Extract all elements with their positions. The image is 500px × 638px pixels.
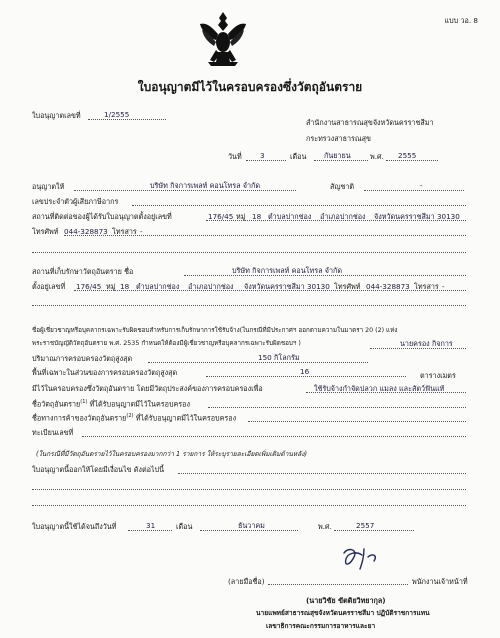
date-year-label: พ.ศ. — [370, 152, 384, 161]
storage-phone-label: โทรศัพท์ — [334, 282, 361, 291]
date-day-label: วันที่ — [228, 152, 242, 161]
signature-label: (ลายมือชื่อ) — [228, 577, 265, 586]
valid-month-label: เดือน — [176, 522, 193, 531]
officer-position-line1: นายแพทย์สาธารณสุขจังหวัดนครราชสีมา ปฏิบัติราชการแทน — [256, 609, 430, 617]
valid-day: 31 — [146, 521, 156, 530]
moo-label: หมู่ — [236, 212, 246, 221]
valid-year: 2557 — [356, 521, 375, 530]
phone-label: โทรศัพท์ — [32, 227, 59, 236]
storage-label: สถานที่เก็บรักษาวัตถุอันตราย ชื่อ — [32, 267, 134, 276]
storage-phone: 044-328873 — [366, 282, 410, 291]
valid-month: ธันวาคม — [238, 521, 265, 530]
nationality: - — [420, 181, 423, 190]
address-no: 176/45 — [208, 212, 234, 221]
storage-moo: 18 — [120, 282, 130, 291]
tambon: ตำบลปากช่อง — [268, 212, 312, 221]
form-code: แบบ วอ. 8 — [444, 16, 478, 25]
area-label: พื้นที่เฉพาะในส่วนของการครอบครองวัตถุสูงสุด — [32, 368, 178, 377]
storage-fax: - — [442, 282, 445, 291]
license-no: 1/2555 — [104, 110, 130, 119]
fax-label: โทรสาร — [112, 227, 137, 236]
phone: 044-328873 — [64, 227, 108, 236]
storage-amphoe: อำเภอปากช่อง — [188, 282, 234, 291]
purpose: ใช้รับจ้างกำจัดปลวก แมลง และสัตว์ฟันแท้ — [314, 384, 445, 393]
office-line2: กระทรวงสาธารณสุข — [306, 134, 371, 143]
grantee-label: อนุญาตให้ — [32, 182, 65, 191]
multi-item-note: (ในกรณีที่มีวัตถุอันตรายไว้ในครอบครองมากกว่า 1 รายการ ให้ระบุรายละเอียดเพิ่มเติมด้านหลัง) — [36, 450, 308, 458]
nationality-label: สัญชาติ — [330, 182, 355, 191]
office-line1: สำนักงานสาธารณสุขจังหวัดนครราชสีมา — [306, 118, 434, 127]
qty: 150 กิโลกรัม — [258, 353, 300, 362]
address-label: สถานที่ติดต่อของผู้ได้รับใบอนุญาตตั้งอยู่เลขที่ — [32, 212, 172, 221]
license-no-label: ใบอนุญาตเลขที่ — [32, 111, 81, 120]
date-day: 3 — [260, 151, 265, 160]
hazardous-substance-label: ชื่อวัตถุอันตราย$^{(1)}$ ที่ได้รับอนุญาตมีไว้ในครอบครอง — [32, 399, 190, 409]
officer-label: พนักงานเจ้าหน้าที่ — [412, 577, 468, 586]
trade-name-label: ชื่อทางการค้าของวัตถุอันตราย$^{(2)}$ ที่ได้รับอนุญาตมีไว้ในครอบครอง — [32, 413, 237, 423]
storage-addr-label: ตั้งอยู่เลขที่ — [32, 282, 66, 291]
storage-name: บริษัท กิจการเพลท์ คอนโทรล จำกัด — [232, 266, 343, 275]
date-month: กันยายน — [324, 151, 351, 160]
amphoe: อำเภอปากช่อง — [320, 212, 366, 221]
valid-until-label: ใบอนุญาตนี้ใช้ได้จนถึงวันที่ — [32, 522, 117, 531]
valid-year-label: พ.ศ. — [318, 522, 332, 531]
handwritten-signature-icon — [338, 545, 386, 571]
storage-tambon: ตำบลปากช่อง — [136, 282, 180, 291]
area-unit: ตารางเมตร — [420, 371, 456, 380]
province: จังหวัดนครราชสีมา 30130 — [374, 212, 460, 221]
date-year: 2555 — [398, 151, 417, 160]
purpose-label: มีไว้ในครอบครองซึ่งวัตถุอันตราย โดยมีวัตถุประสงค์ของการครอบครองเพื่อ — [32, 384, 263, 393]
garuda-emblem-icon — [198, 10, 248, 68]
officer-name: (นายวิชัย ขัตติยวิทยากุล) — [306, 596, 386, 605]
area: 16 — [300, 367, 310, 376]
expert-para-line1: ชื่อผู้เชี่ยวชาญหรือบุคลากรเฉพาะรับผิดชอบสำหรับการเก็บรักษาการใช้รับจ้าง(ในกรณีที่มีประกาศฯ ออกตามความในมาตรา 20 (2) แห่ง — [32, 327, 398, 334]
date-month-label: เดือน — [290, 152, 307, 161]
conditions-label: ใบอนุญาตนี้ออกให้โดยมีเงื่อนไข ดังต่อไปนี้ — [32, 465, 165, 474]
storage-fax-label: โทรสาร — [414, 282, 439, 291]
moo: 18 — [252, 212, 262, 221]
fax: - — [140, 227, 143, 236]
storage-province: จังหวัดนครราชสีมา 30130 — [244, 282, 330, 291]
registration-label: ทะเบียนเลขที่ — [32, 428, 74, 437]
grantee-name: บริษัท กิจการเพลท์ คอนโทรล จำกัด — [150, 181, 261, 190]
storage-addr-no: 176/45 — [76, 282, 102, 291]
storage-moo-label: หมู่ — [106, 282, 116, 291]
taxid-label: เลขประจำตัวผู้เสียภาษีอากร — [32, 197, 119, 206]
document-title: ใบอนุญาตมีไว้ในครอบครองซึ่งวัตถุอันตราย — [137, 80, 363, 94]
expert-name: นายครอง กิจการ — [400, 339, 453, 348]
officer-position-line2: เลขาธิการคณะกรรมการอาหารและยา — [266, 622, 376, 630]
qty-label: ปริมาณการครอบครองวัตถุสูงสุด — [32, 354, 133, 363]
expert-para-line2: พระราชบัญญัติวัตถุอันตราย พ.ศ. 2535 กำหนดให้ต้องมีผู้เชี่ยวชาญหรือบุคลากรเฉพาะรับผิดชอบฯ ) — [32, 340, 301, 347]
